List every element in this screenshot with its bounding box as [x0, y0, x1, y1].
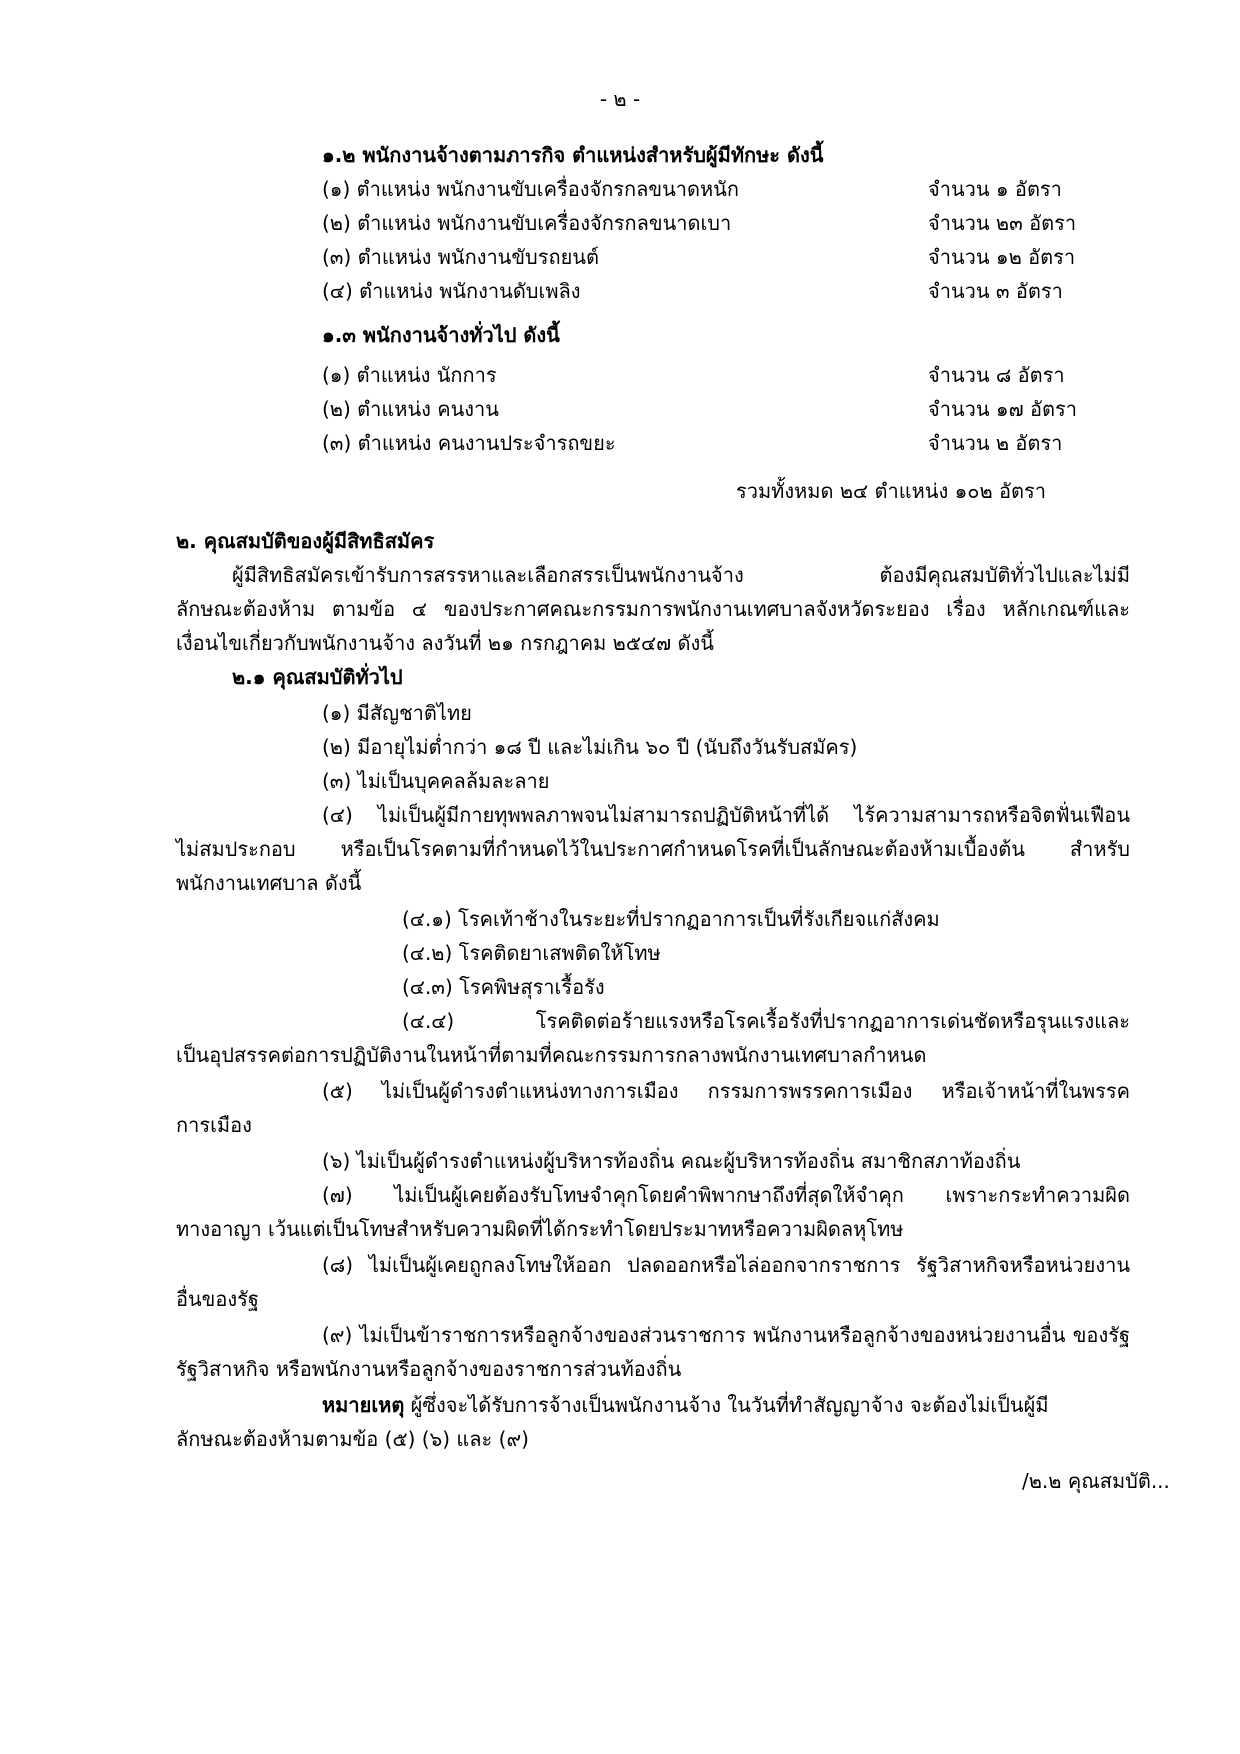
position-count: จำนวน ๑๗ อัตรา	[928, 397, 1077, 421]
sub-qualification-item: (๔.๓) โรคพิษสุราเรื้อรัง	[402, 975, 605, 999]
qualification-item: (๕) ไม่เป็นผู้ดำรงตำแหน่งทางการเมือง กรรมการพรรคการเมือง หรือเจ้าหน้าที่ในพรรค	[322, 1079, 1130, 1103]
section-2-1-heading: ๒.๑ คุณสมบัติทั่วไป	[232, 665, 403, 689]
position-count: จำนวน ๓ อัตรา	[928, 279, 1063, 303]
intro-line: ผู้มีสิทธิสมัครเข้ารับการสรรหาและเลือกสรรเป็นพนักงานจ้าง ต้องมีคุณสมบัติทั่วไปและไม่มี	[232, 563, 1130, 587]
qualification-line: การเมือง	[176, 1113, 252, 1137]
total-summary: รวมทั้งหมด ๒๔ ตำแหน่ง ๑๐๒ อัตรา	[736, 479, 1046, 503]
position-count: จำนวน ๑ อัตรา	[928, 177, 1062, 201]
qualification-item: (๒) มีอายุไม่ต่ำกว่า ๑๘ ปี และไม่เกิน ๖๐ ปี (นับถึงวันรับสมัคร)	[322, 735, 858, 759]
qualification-line: ทางอาญา เว้นแต่เป็นโทษสำหรับความผิดที่ได้กระทำโดยประมาทหรือความผิดลหุโทษ	[176, 1217, 904, 1241]
position-count: จำนวน ๒๓ อัตรา	[928, 211, 1077, 235]
sub-qualification-item: (๔.๒) โรคติดยาเสพติดให้โทษ	[402, 941, 661, 965]
continuation-marker: /๒.๒ คุณสมบัติ...	[1022, 1469, 1170, 1493]
position-count: จำนวน ๘ อัตรา	[928, 363, 1065, 387]
qualification-line: ไม่สมประกอบ หรือเป็นโรคตามที่กำหนดไว้ในประกาศกำหนดโรคที่เป็นลักษณะต้องห้ามเบื้องต้น สำหรับ	[176, 837, 1130, 861]
qualification-item: (๓) ไม่เป็นบุคคลล้มละลาย	[322, 769, 550, 793]
position-item: (๓) ตำแหน่ง พนักงานขับรถยนต์	[322, 245, 599, 269]
position-item: (๑) ตำแหน่ง พนักงานขับเครื่องจักรกลขนาดหนัก	[322, 177, 739, 201]
qualification-item: (๗) ไม่เป็นผู้เคยต้องรับโทษจำคุกโดยคำพิพากษาถึงที่สุดให้จำคุก เพราะกระทำความผิด	[322, 1183, 1130, 1207]
sub-qualification-item: (๔.๔) โรคติดต่อร้ายแรงหรือโรคเรื้อรังที่ปรากฏอาการเด่นชัดหรือรุนแรงและ	[402, 1009, 1130, 1033]
intro-line: เงื่อนไขเกี่ยวกับพนักงานจ้าง ลงวันที่ ๒๑ กรกฎาคม ๒๕๔๗ ดังนี้	[176, 631, 714, 655]
position-item: (๔) ตำแหน่ง พนักงานดับเพลิง	[322, 279, 581, 303]
note-label: หมายเหตุ	[322, 1393, 405, 1417]
qualification-line: อื่นของรัฐ	[176, 1287, 259, 1311]
qualification-line: รัฐวิสาหกิจ หรือพนักงานหรือลูกจ้างของราชการส่วนท้องถิ่น	[176, 1357, 682, 1381]
sub-qualification-item: (๔.๑) โรคเท้าช้างในระยะที่ปรากฏอาการเป็นที่รังเกียจแก่สังคม	[402, 907, 940, 931]
position-count: จำนวน ๑๒ อัตรา	[928, 245, 1076, 269]
qualification-item: (๑) มีสัญชาติไทย	[322, 701, 472, 725]
position-item: (๒) ตำแหน่ง คนงาน	[322, 397, 499, 421]
page-number: - ๒ -	[599, 87, 641, 111]
qualification-line: เป็นอุปสรรคต่อการปฏิบัติงานในหน้าที่ตามที่คณะกรรมการกลางพนักงานเทศบาลกำหนด	[176, 1043, 927, 1067]
position-item: (๓) ตำแหน่ง คนงานประจำรถขยะ	[322, 431, 616, 455]
note-line	[322, 1392, 1049, 1418]
note-text: ผู้ซึ่งจะได้รับการจ้างเป็นพนักงานจ้าง ในวันที่ทำสัญญาจ้าง จะต้องไม่เป็นผู้มี	[404, 1393, 1049, 1417]
qualification-item: (๖) ไม่เป็นผู้ดำรงตำแหน่งผู้บริหารท้องถิ่น คณะผู้บริหารท้องถิ่น สมาชิกสภาท้องถิ่น	[322, 1149, 1021, 1173]
position-item: (๑) ตำแหน่ง นักการ	[322, 363, 497, 387]
qualification-item: (๔) ไม่เป็นผู้มีกายทุพพลภาพจนไม่สามารถปฏิบัติหน้าที่ได้ ไร้ความสามารถหรือจิตฟั่นเฟือน	[322, 803, 1130, 827]
note-line-2: ลักษณะต้องห้ามตามข้อ (๕) (๖) และ (๙)	[176, 1427, 529, 1451]
intro-line: ลักษณะต้องห้าม ตามข้อ ๔ ของประกาศคณะกรรมการพนักงานเทศบาลจังหวัดระยอง เรื่อง หลักเกณฑ์และ	[176, 597, 1130, 621]
qualification-item: (๙) ไม่เป็นข้าราชการหรือลูกจ้างของส่วนราชการ พนักงานหรือลูกจ้างของหน่วยงานอื่น ของรัฐ	[322, 1323, 1130, 1347]
section-1-3-heading: ๑.๓ พนักงานจ้างทั่วไป ดังนี้	[322, 323, 560, 347]
qualification-line: พนักงานเทศบาล ดังนี้	[176, 871, 362, 895]
qualification-item: (๘) ไม่เป็นผู้เคยถูกลงโทษให้ออก ปลดออกหรือไล่ออกจากราชการ รัฐวิสาหกิจหรือหน่วยงาน	[322, 1253, 1130, 1277]
section-2-heading: ๒. คุณสมบัติของผู้มีสิทธิสมัคร	[176, 529, 435, 553]
section-1-2-heading: ๑.๒ พนักงานจ้างตามภารกิจ ตำแหน่งสำหรับผู้มีทักษะ ดังนี้	[322, 143, 824, 167]
position-item: (๒) ตำแหน่ง พนักงานขับเครื่องจักรกลขนาดเบา	[322, 211, 732, 235]
position-count: จำนวน ๒ อัตรา	[928, 431, 1063, 455]
